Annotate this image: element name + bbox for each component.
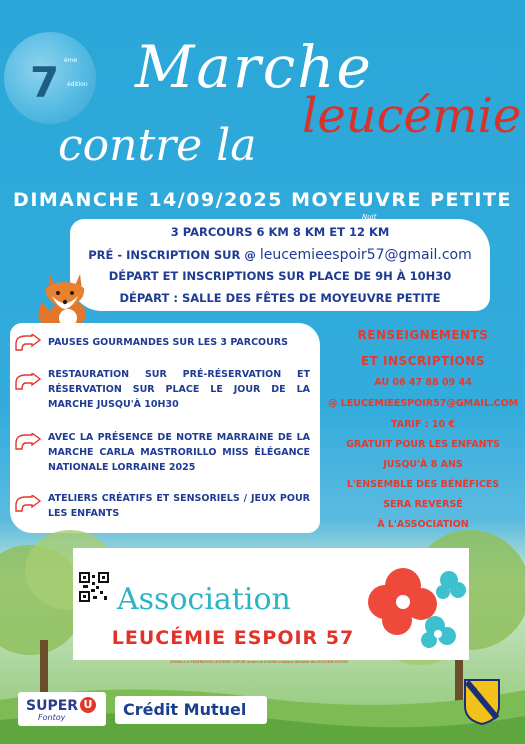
preinscription-line	[70, 247, 490, 263]
super-u-logo	[18, 692, 106, 726]
credit-mutuel-word: Crédit Mutuel	[123, 700, 247, 719]
contact-title-1: RENSEIGNEMENTS	[357, 328, 489, 342]
title-leucemie: leucémie	[302, 88, 522, 144]
contact-benefices-3: À L'ASSOCIATION	[377, 519, 469, 530]
depart-salle-line: DÉPART : SALLE DES FÊTES DE MOYEUVRE PETITE	[119, 291, 441, 305]
contact-phone[interactable]: AU 06 47 88 09 44	[374, 377, 472, 388]
contact-title-2: ET INSCRIPTIONS	[360, 354, 486, 368]
association-name: LEUCÉMIE ESPOIR 57	[111, 627, 355, 649]
fox-icon	[28, 262, 98, 332]
activities-panel	[10, 323, 320, 533]
title-contre-la: contre la	[58, 120, 257, 171]
credit-mutuel-logo	[115, 696, 267, 724]
super-u-circle: U	[80, 697, 96, 713]
edition-word: édition	[67, 81, 88, 88]
contact-benefices-2: SERA REVERSÉ	[383, 499, 463, 510]
qr-code-icon[interactable]	[79, 572, 109, 602]
edition-number: 7	[30, 58, 60, 107]
contact-benefices-1: L'ENSEMBLE DES BÉNÉFICES	[346, 479, 500, 490]
contact-gratuit: GRATUIT POUR LES ENFANTS	[346, 439, 500, 450]
title-marche: Marche	[135, 33, 373, 101]
bullet-marraine: AVEC LA PRÉSENCE DE NOTRE MARRAINE DE LA MARCHE CARLA MASTRORILLO MISS ÉLÉGANCE NATIONALE LORRAINE 2025	[48, 432, 310, 473]
info-box	[70, 219, 490, 311]
arrow-icon	[14, 433, 42, 453]
affiliation-note: Affiliée à la FEDERATION LEUCEMIE ESPOIR reconnue d'utilité publique déclarée de LEUCEMIE ESPOIR	[170, 660, 348, 664]
arrow-icon	[14, 334, 42, 354]
bullet-ateliers: ATELIERS CRÉATIFS ET SENSORIELS / JEUX POUR LES ENFANTS	[48, 493, 310, 519]
super-u-location: Fontoy	[38, 713, 66, 722]
association-box	[73, 548, 469, 660]
night-mark: Nuit	[362, 213, 377, 221]
event-date: DIMANCHE 14/09/2025 MOYEUVRE PETITE	[13, 189, 512, 211]
bullet-pauses: PAUSES GOURMANDES SUR LES 3 PARCOURS	[48, 337, 288, 348]
flower-logo-icon	[363, 558, 469, 654]
bullet-restauration: RESTAURATION SUR PRÉ-RÉSERVATION ET RÉSERVATION SUR PLACE LE JOUR DE LA MARCHE JUSQU'À 10H30	[48, 369, 310, 410]
arrow-icon	[14, 373, 42, 393]
association-word: Association	[117, 582, 291, 617]
contact-column	[326, 328, 520, 530]
preinscription-email[interactable]: leucemieespoir57@gmail.com	[259, 247, 472, 263]
parcours-line: 3 PARCOURS 6 KM 8 KM ET 12 KM	[170, 225, 390, 239]
contact-tarif: TARIF : 10 €	[391, 419, 455, 430]
coat-of-arms-icon	[463, 678, 501, 726]
preinscription-label: PRÉ - INSCRIPTION SUR @	[88, 248, 260, 262]
depart-inscriptions-line: DÉPART ET INSCRIPTIONS SUR PLACE DE 9H À 10H30	[108, 269, 452, 283]
super-u-word: SUPER	[26, 698, 79, 714]
contact-email[interactable]: @ LEUCEMIEESPOIR57@GMAIL.COM	[327, 398, 519, 409]
arrow-icon	[14, 495, 42, 515]
contact-age: JUSQU'À 8 ANS	[383, 459, 463, 470]
edition-superscript: ème	[64, 57, 78, 64]
